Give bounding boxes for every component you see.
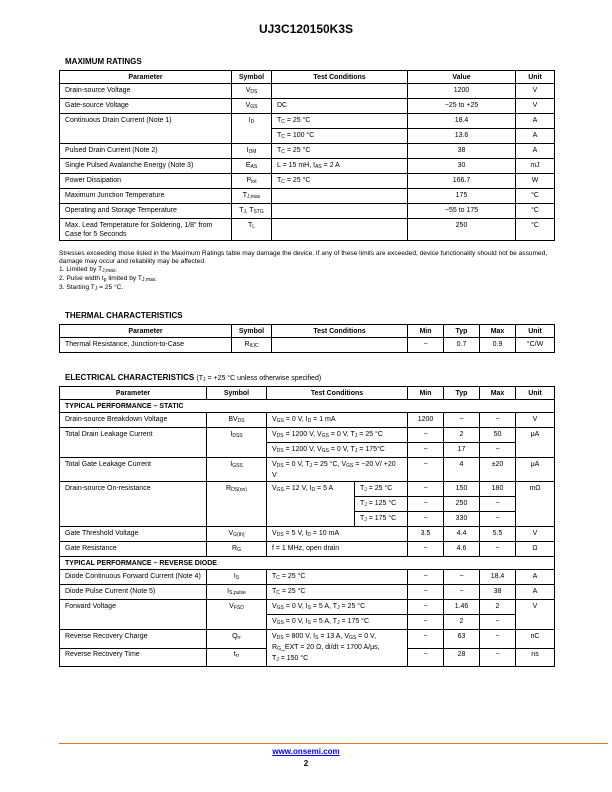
param-cell: Diode Continuous Forward Current (Note 4) — [60, 570, 207, 585]
footer-link[interactable]: www.onsemi.com — [272, 747, 340, 756]
typ-cell: 63 — [444, 630, 480, 649]
symbol-cell: $I_{DSS}$ — [207, 428, 267, 458]
param-cell: Drain-source Breakdown Voltage — [60, 413, 207, 428]
min-cell: − — [408, 512, 444, 527]
param-cell: Max. Lead Temperature for Soldering, 1/8" from Case for 5 Seconds — [60, 219, 232, 241]
value-cell: 250 — [408, 219, 516, 241]
symbol-cell: $T_L$ — [232, 219, 272, 241]
param-cell: Reverse Recovery Charge — [60, 630, 207, 649]
unit-cell: V — [516, 527, 555, 542]
typ-cell: 28 — [444, 648, 480, 667]
condition-cell: $V_{GS} = 0$ V, $I_S = 5$ A, $T_J = 175$ °C — [267, 615, 408, 630]
table-row — [60, 413, 555, 428]
electrical-header-max: Max — [480, 387, 516, 400]
max-cell: 5.5 — [480, 527, 516, 542]
thermal-header-typ: Typ — [444, 325, 480, 338]
max-ratings-notes — [59, 250, 554, 293]
min-cell: − — [408, 630, 444, 649]
unit-cell: °C — [516, 189, 555, 204]
symbol-cell: $V_{G(th)}$ — [207, 527, 267, 542]
unit-cell: V — [516, 600, 555, 630]
unit-cell: °C — [516, 204, 555, 219]
unit-cell: °C — [516, 219, 555, 241]
min-cell: − — [408, 570, 444, 585]
param-cell: Operating and Storage Temperature — [60, 204, 232, 219]
electrical-header-typ: Typ — [444, 387, 480, 400]
table-row — [60, 84, 555, 99]
unit-cell: V — [516, 84, 555, 99]
symbol-cell: $I_D$ — [232, 114, 272, 144]
table-row — [60, 99, 555, 114]
group-static — [60, 400, 555, 413]
param-cell: Gate Threshold Voltage — [60, 527, 207, 542]
symbol-cell: $R_G$ — [207, 542, 267, 557]
typ-cell: 4 — [444, 458, 480, 482]
document-title: UJ3C120150K3S — [258, 22, 354, 36]
condition-cell: $V_{DS} = 0$ V, $T_J = 25$ °C, $V_{GS} = -20$ V/ +20 V — [267, 458, 408, 482]
unit-cell: °C/W — [516, 338, 555, 353]
max-cell: 180 — [480, 482, 516, 497]
unit-cell: mJ — [516, 159, 555, 174]
note-2: 2. Pulse width $t_p$ limited by $T_{J,max.}$ — [59, 275, 157, 283]
group-diode — [60, 557, 555, 570]
thermal-title: THERMAL CHARACTERISTICS — [65, 311, 183, 320]
min-cell: − — [408, 428, 444, 443]
typ-cell: 17 — [444, 443, 480, 458]
typ-cell: 4.4 — [444, 527, 480, 542]
condition-cell — [272, 338, 408, 353]
symbol-cell: $T_{J,max}$ — [232, 189, 272, 204]
table-row — [60, 114, 555, 129]
max-cell: 0.9 — [480, 338, 516, 353]
symbol-cell: $I_{DM}$ — [232, 144, 272, 159]
max-cell: 2 — [480, 600, 516, 615]
typ-cell: 250 — [444, 497, 480, 512]
max-cell: − — [480, 497, 516, 512]
page-number: 2 — [303, 759, 309, 768]
note-stresses: Stresses exceeding those listed in the Maximum Ratings table may damage the device. If any of these limits are exceeded, device functionality should not be assumed, damage may occur and reliability may be affected. — [59, 250, 548, 265]
table-row — [60, 585, 555, 600]
unit-cell: A — [516, 570, 555, 585]
condition-temp-cell: $T_J = 125$ °C — [355, 497, 408, 512]
electrical-header-parameter: Parameter — [60, 387, 207, 400]
thermal-header-min: Min — [408, 325, 444, 338]
condition-cell: $T_C = 100$ °C — [272, 129, 408, 144]
unit-cell: V — [516, 99, 555, 114]
min-cell: − — [408, 497, 444, 512]
condition-cell: DC — [272, 99, 408, 114]
thermal-header-unit: Unit — [516, 325, 555, 338]
max-cell: − — [480, 615, 516, 630]
unit-cell: μA — [516, 428, 555, 458]
min-cell: − — [408, 458, 444, 482]
unit-cell: A — [516, 114, 555, 129]
electrical-title: ELECTRICAL CHARACTERISTICS ($T_J = +25$ °C unless otherwise specified) — [65, 373, 322, 383]
table-row — [60, 630, 555, 649]
typ-cell: − — [444, 413, 480, 428]
electrical-header-unit: Unit — [516, 387, 555, 400]
typ-cell: 4.6 — [444, 542, 480, 557]
param-cell: Thermal Resistance, Junction-to-Case — [60, 338, 232, 353]
param-cell: Reverse Recovery Time — [60, 648, 207, 667]
max-cell: 38 — [480, 585, 516, 600]
param-cell: Diode Pulse Current (Note 5) — [60, 585, 207, 600]
typ-cell: 150 — [444, 482, 480, 497]
max-cell: ±20 — [480, 458, 516, 482]
group-static-label: TYPICAL PERFORMANCE – STATIC — [60, 400, 555, 413]
condition-cell: $T_C = 25$ °C — [272, 174, 408, 189]
min-cell: − — [408, 443, 444, 458]
condition-cell: $V_{DS} = 5$ V, $I_D = 10$ mA — [267, 527, 408, 542]
max-ratings-header-parameter: Parameter — [60, 71, 232, 84]
condition-cell: L = 15 mH, $I_{AS} = 2$ A — [272, 159, 408, 174]
table-row — [60, 338, 555, 353]
param-cell: Drain-source On-resistance — [60, 482, 207, 527]
symbol-cell: $V_{DS}$ — [232, 84, 272, 99]
table-row — [60, 189, 555, 204]
min-cell: 1200 — [408, 413, 444, 428]
condition-cell: $V_{DS} = 1200$ V, $V_{GS} = 0$ V, $T_J = 175^\circ C$ — [267, 443, 408, 458]
unit-cell: Ω — [516, 542, 555, 557]
max-cell: − — [480, 443, 516, 458]
note-1: 1. Limited by $T_{J,max.}$ — [59, 266, 117, 274]
min-cell: − — [408, 600, 444, 615]
symbol-cell: $T_{J,}$ $T_{STG}$ — [232, 204, 272, 219]
value-cell: 13.6 — [408, 129, 516, 144]
typ-cell: − — [444, 570, 480, 585]
max-cell: 18.4 — [480, 570, 516, 585]
condition-temp-cell: $T_J = 25$ °C — [355, 482, 408, 497]
max-cell: − — [480, 413, 516, 428]
condition-cell: f = 1 MHz, open drain — [267, 542, 408, 557]
param-cell: Total Gate Leakage Current — [60, 458, 207, 482]
symbol-cell: $E_{AS}$ — [232, 159, 272, 174]
param-cell: Gate Resistance — [60, 542, 207, 557]
group-diode-label: TYPICAL PERFORMANCE – REVERSE DIODE — [60, 557, 555, 570]
max-ratings-table — [59, 70, 555, 241]
value-cell: 1200 — [408, 84, 516, 99]
unit-cell: mΩ — [516, 482, 555, 527]
condition-cell: $T_C = 25$ °C — [272, 114, 408, 129]
condition-cell: $T_C = 25$ °C — [272, 144, 408, 159]
thermal-header-parameter: Parameter — [60, 325, 232, 338]
condition-cell: $T_C = 25$ °C — [267, 585, 408, 600]
table-row — [60, 219, 555, 241]
symbol-cell: $R_{\theta JC}$ — [232, 338, 272, 353]
condition-cell — [272, 84, 408, 99]
value-cell: −25 to +25 — [408, 99, 516, 114]
table-row — [60, 482, 555, 497]
electrical-table — [59, 386, 555, 667]
value-cell: 38 — [408, 144, 516, 159]
unit-cell: A — [516, 585, 555, 600]
param-cell: Single Pulsed Avalanche Energy (Note 3) — [60, 159, 232, 174]
electrical-subtitle: ($T_J = +25$ °C unless otherwise specified) — [196, 375, 322, 383]
condition-cell: $V_{GS} = 0$ V, $I_D = 1$ mA — [267, 413, 408, 428]
symbol-cell: $I_{S,pulse}$ — [207, 585, 267, 600]
table-row — [60, 428, 555, 443]
thermal-header-symbol: Symbol — [232, 325, 272, 338]
table-row — [60, 204, 555, 219]
typ-cell: 330 — [444, 512, 480, 527]
table-row — [60, 527, 555, 542]
symbol-cell: $V_{FSD}$ — [207, 600, 267, 630]
electrical-header-min: Min — [408, 387, 444, 400]
typ-cell: 2 — [444, 428, 480, 443]
unit-cell: A — [516, 144, 555, 159]
condition-cell: $V_{GS} = 12$ V, $I_D = 5$ A — [267, 482, 355, 527]
unit-cell: V — [516, 413, 555, 428]
thermal-header-test-conditions: Test Conditions — [272, 325, 408, 338]
max-ratings-header-unit: Unit — [516, 71, 555, 84]
unit-cell: W — [516, 174, 555, 189]
electrical-header-symbol: Symbol — [207, 387, 267, 400]
param-cell: Total Drain Leakage Current — [60, 428, 207, 458]
table-row — [60, 144, 555, 159]
max-cell: − — [480, 630, 516, 649]
max-cell: 50 — [480, 428, 516, 443]
param-cell: Power Dissipation — [60, 174, 232, 189]
param-cell: Maximum Junction Temperature — [60, 189, 232, 204]
symbol-cell: $P_{tot}$ — [232, 174, 272, 189]
condition-cell — [272, 219, 408, 241]
condition-temp-cell: $T_J = 175$ °C — [355, 512, 408, 527]
value-cell: 30 — [408, 159, 516, 174]
symbol-cell: $R_{DS(on)}$ — [207, 482, 267, 527]
table-row — [60, 600, 555, 615]
min-cell: − — [408, 542, 444, 557]
condition-cell: $V_{DS} = 800$ V, $I_S = 13$ A, $V_{GS} = 0$ V, $R_G\_EXT = 20$ Ω, di/dt = 1700 A/μs, $T_J = 150$ °C — [267, 630, 408, 667]
max-cell: − — [480, 648, 516, 667]
symbol-cell: $t_{rr}$ — [207, 648, 267, 667]
unit-cell: nC — [516, 630, 555, 649]
min-cell: − — [408, 648, 444, 667]
unit-cell: A — [516, 129, 555, 144]
max-ratings-title: MAXIMUM RATINGS — [65, 57, 142, 66]
unit-cell: μA — [516, 458, 555, 482]
thermal-header-max: Max — [480, 325, 516, 338]
typ-cell: − — [444, 585, 480, 600]
max-ratings-header-test-conditions: Test Conditions — [272, 71, 408, 84]
condition-cell — [272, 189, 408, 204]
param-cell: Drain-source Voltage — [60, 84, 232, 99]
min-cell: − — [408, 482, 444, 497]
thermal-table — [59, 324, 555, 353]
unit-cell: ns — [516, 648, 555, 667]
typ-cell: 0.7 — [444, 338, 480, 353]
note-3: 3. Starting $T_J = 25$ °C. — [59, 284, 124, 292]
condition-cell — [272, 204, 408, 219]
symbol-cell: $BV_{DS}$ — [207, 413, 267, 428]
table-row — [60, 174, 555, 189]
symbol-cell: $Q_{rr}$ — [207, 630, 267, 649]
table-row — [60, 159, 555, 174]
typ-cell: 2 — [444, 615, 480, 630]
value-cell: 18.4 — [408, 114, 516, 129]
value-cell: −55 to 175 — [408, 204, 516, 219]
typ-cell: 1.46 — [444, 600, 480, 615]
table-row — [60, 570, 555, 585]
min-cell: 3.5 — [408, 527, 444, 542]
min-cell: − — [408, 338, 444, 353]
min-cell: − — [408, 585, 444, 600]
symbol-cell: $I_{GSS}$ — [207, 458, 267, 482]
footer-rule — [59, 743, 608, 744]
value-cell: 166.7 — [408, 174, 516, 189]
max-cell: − — [480, 542, 516, 557]
condition-cell: $T_C = 25$ °C — [267, 570, 408, 585]
max-cell: − — [480, 512, 516, 527]
param-cell: Pulsed Drain Current (Note 2) — [60, 144, 232, 159]
table-row — [60, 458, 555, 482]
max-ratings-header-symbol: Symbol — [232, 71, 272, 84]
table-row — [60, 542, 555, 557]
param-cell: Gate-source Voltage — [60, 99, 232, 114]
max-ratings-header-value: Value — [408, 71, 516, 84]
electrical-header-test-conditions: Test Conditions — [267, 387, 408, 400]
min-cell: − — [408, 615, 444, 630]
value-cell: 175 — [408, 189, 516, 204]
symbol-cell: $V_{GS}$ — [232, 99, 272, 114]
param-cell: Forward Voltage — [60, 600, 207, 630]
condition-cell: $V_{GS} = 0$ V, $I_S = 5$ A, $T_J = 25$ °C — [267, 600, 408, 615]
symbol-cell: $I_S$ — [207, 570, 267, 585]
param-cell: Continuous Drain Current (Note 1) — [60, 114, 232, 144]
condition-cell: $V_{DS} = 1200$ V, $V_{GS} = 0$ V, $T_J = 25$ °C — [267, 428, 408, 443]
